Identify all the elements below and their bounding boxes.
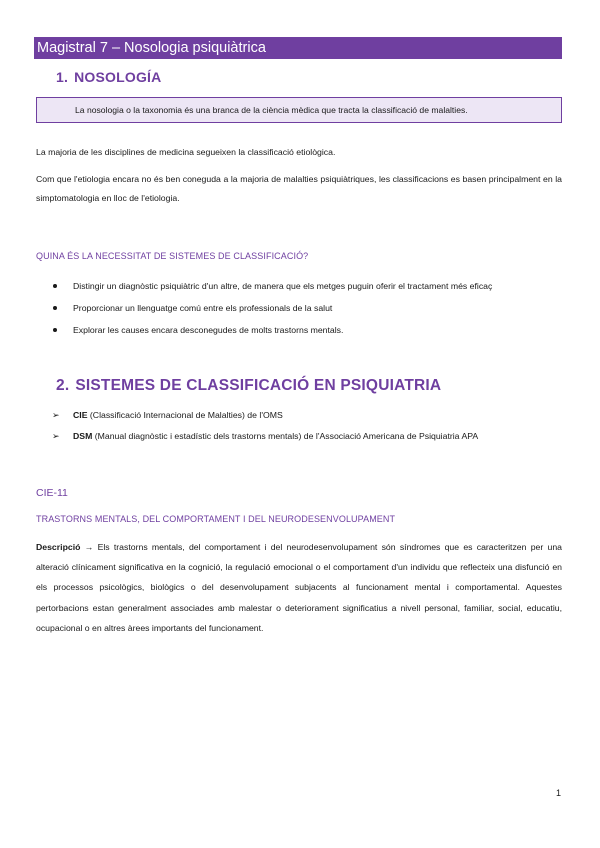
section-1-title: NOSOLOGÍA (74, 69, 162, 85)
page-title-banner (34, 37, 562, 59)
section-2-number: 2. (56, 377, 70, 394)
mental-disorders-heading: TRASTORNS MENTALS, DEL COMPORTAMENT I DEL NEURODESENVOLUPAMENT (36, 514, 396, 524)
description-label: Descripció (36, 542, 81, 552)
description-paragraph (36, 537, 562, 638)
list-item: ➢ DSM (Manual diagnòstic i estadístic dels trastorns mentals) de l'Associació Americana de Psiquiatria APA (52, 426, 478, 447)
bullet-icon (53, 306, 57, 310)
cie-abbr: CIE (73, 410, 88, 420)
classification-need-heading: QUINA ÉS LA NECESSITAT DE SISTEMES DE CLASSIFICACIÓ? (36, 251, 309, 261)
list-item: Proporcionar un llenguatge comú entre els professionals de la salut (52, 297, 492, 319)
right-arrow-icon: → (84, 542, 94, 552)
section-2-heading (56, 377, 441, 395)
definition-text: La nosologia o la taxonomia és una branca de la ciència mèdica que tracta la classificació de malalties. (75, 105, 468, 115)
section-1-number: 1. (56, 69, 69, 85)
bullet-icon (53, 284, 57, 288)
needs-list (52, 275, 492, 341)
description-text: Els trastorns mentals, del comportament i del neurodesenvolupament són síndromes que es caracteritzen per una alteració clínicament significativa en la cognició, la regulació emocional o el comportament d'un individu que reflecteix una disfunció en els processos psicològics, biològics o del desenvolupament subjacents al funcionament mental i comportamental. Aquestes pertorbacions estan generalment associades amb malestar o deteriorament significatius a nivell personal, familiar, social, educatiu, ocupacional o en altres àrees importants del funcionament. (36, 542, 562, 633)
list-item: Explorar les causes encara desconegudes de molts trastorns mentals. (52, 319, 492, 341)
dsm-abbr: DSM (73, 431, 93, 441)
paragraph-symptomatology: Com que l'etiologia encara no és ben coneguda a la majoria de malalties psiquiàtriques, les classificacions es basen principalment en la simptomatologia en lloc de l'etiologia. (36, 174, 562, 203)
cie-11-heading: CIE-11 (36, 487, 68, 499)
paragraph-etiology: La majoria de les disciplines de medicina segueixen la classificació etiològica. (36, 147, 336, 157)
page-number: 1 (556, 788, 562, 798)
classification-systems-list (52, 405, 478, 447)
arrow-bullet-icon: ➢ (52, 410, 60, 420)
page-title: Magistral 7 – Nosologia psiquiàtrica (37, 40, 266, 56)
list-item: ➢ CIE (Classificació Internacional de Malalties) de l'OMS (52, 405, 478, 426)
bullet-icon (53, 328, 57, 332)
arrow-bullet-icon: ➢ (52, 431, 60, 441)
list-item: Distingir un diagnòstic psiquiàtric d'un altre, de manera que els metges puguin oferir el tractament més eficaç (52, 275, 492, 297)
section-1-heading (56, 69, 161, 85)
definition-box (36, 97, 562, 123)
section-2-title: SISTEMES DE CLASSIFICACIÓ EN PSIQUIATRIA (75, 377, 442, 394)
